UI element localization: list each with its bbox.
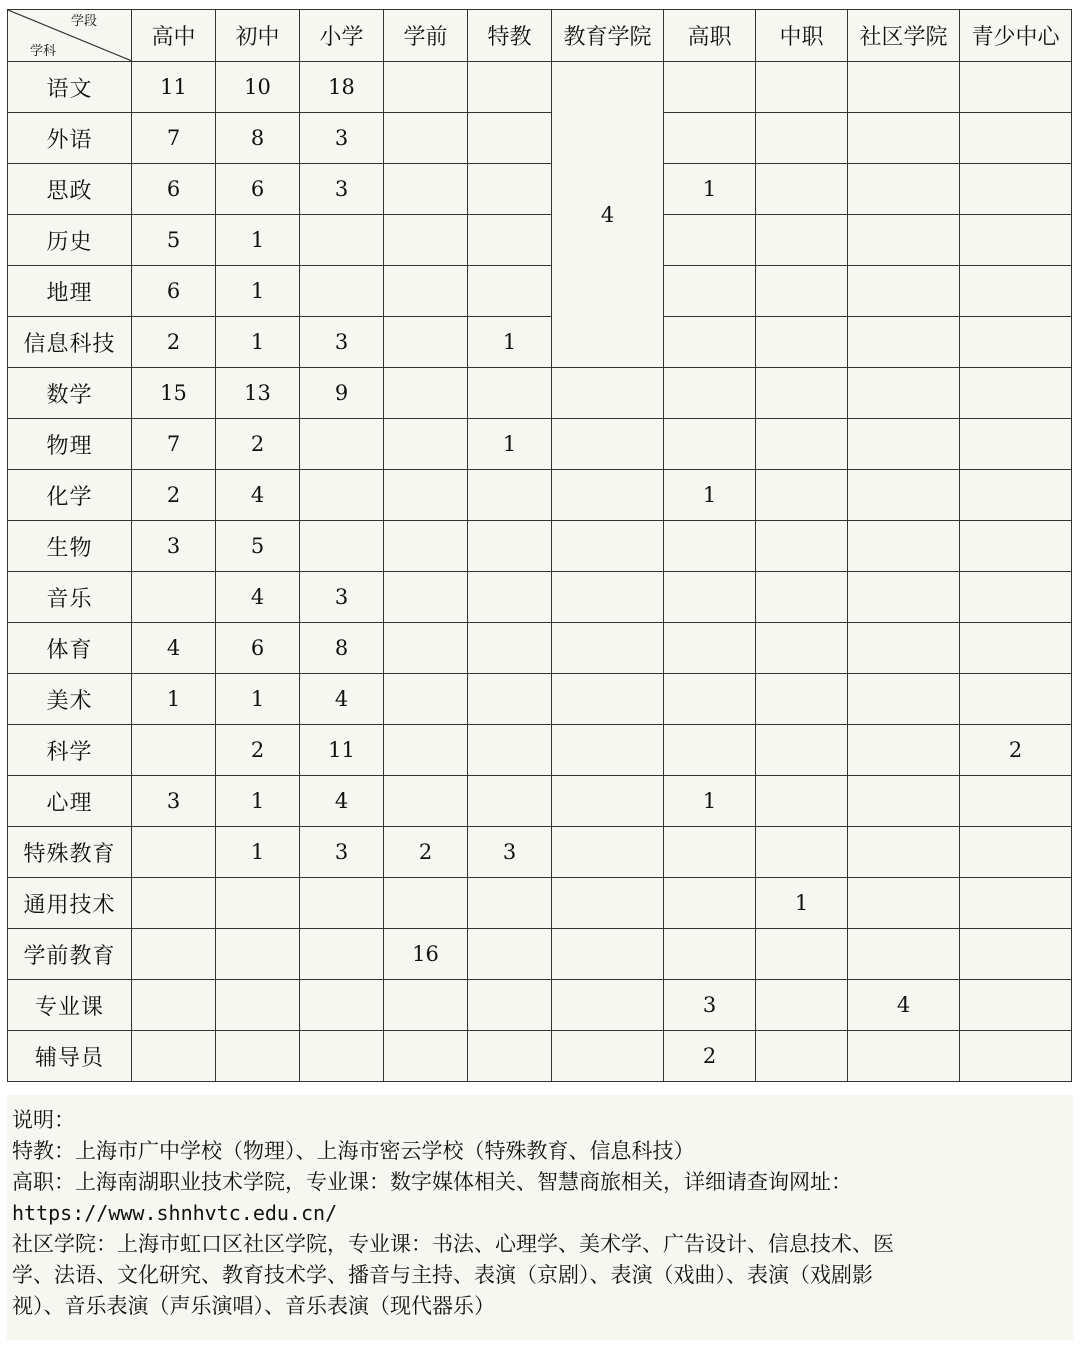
column-header: 特教: [468, 10, 552, 62]
value-cell: [384, 164, 468, 215]
subject-cell: 学前教育: [8, 929, 132, 980]
value-cell: [664, 419, 756, 470]
value-cell: 3: [132, 776, 216, 827]
value-cell: [664, 623, 756, 674]
value-cell: [300, 878, 384, 929]
value-cell: [384, 623, 468, 674]
value-cell: [552, 368, 664, 419]
value-cell: [756, 419, 848, 470]
value-cell: [664, 317, 756, 368]
value-cell: [848, 929, 960, 980]
value-cell: [552, 419, 664, 470]
value-cell: [960, 623, 1072, 674]
value-cell: [216, 980, 300, 1031]
column-header: 初中: [216, 10, 300, 62]
value-cell: [132, 1031, 216, 1082]
value-cell: 1: [216, 215, 300, 266]
table-row: [8, 674, 1072, 725]
value-cell: [216, 929, 300, 980]
corner-cell: [8, 10, 132, 62]
value-cell: 1: [756, 878, 848, 929]
value-cell: [664, 572, 756, 623]
value-cell: [848, 725, 960, 776]
notes-section: [7, 1095, 1073, 1340]
value-cell: 1: [216, 827, 300, 878]
subject-cell: 音乐: [8, 572, 132, 623]
value-cell: 4: [300, 674, 384, 725]
value-cell: 3: [664, 980, 756, 1031]
subject-cell: 科学: [8, 725, 132, 776]
value-cell: 1: [216, 317, 300, 368]
subject-cell: 语文: [8, 62, 132, 113]
value-cell: [756, 470, 848, 521]
value-cell: 8: [216, 113, 300, 164]
column-header: 青少中心: [960, 10, 1072, 62]
value-cell: [848, 266, 960, 317]
table-row: [8, 470, 1072, 521]
table-row: [8, 164, 1072, 215]
value-cell: [756, 674, 848, 725]
subject-cell: 专业课: [8, 980, 132, 1031]
value-cell: [960, 470, 1072, 521]
value-cell: 1: [216, 776, 300, 827]
column-header: 社区学院: [848, 10, 960, 62]
value-cell: [848, 1031, 960, 1082]
subject-cell: 物理: [8, 419, 132, 470]
subject-cell: 地理: [8, 266, 132, 317]
subject-cell: 数学: [8, 368, 132, 419]
value-cell: [960, 419, 1072, 470]
value-cell: [756, 113, 848, 164]
value-cell: [384, 980, 468, 1031]
value-cell: [960, 878, 1072, 929]
value-cell: [384, 368, 468, 419]
value-cell: 3: [300, 317, 384, 368]
value-cell: [552, 725, 664, 776]
value-cell: [468, 368, 552, 419]
value-cell: 1: [216, 266, 300, 317]
value-cell: [300, 521, 384, 572]
value-cell: 5: [132, 215, 216, 266]
table-row: [8, 1031, 1072, 1082]
value-cell: 7: [132, 419, 216, 470]
value-cell: [468, 674, 552, 725]
value-cell: [132, 827, 216, 878]
value-cell: [468, 164, 552, 215]
value-cell: [664, 368, 756, 419]
table-row: [8, 368, 1072, 419]
subject-cell: 特殊教育: [8, 827, 132, 878]
value-cell: 16: [384, 929, 468, 980]
value-cell: [756, 929, 848, 980]
value-cell: [960, 929, 1072, 980]
value-cell: 4: [132, 623, 216, 674]
value-cell: [848, 215, 960, 266]
value-cell: [664, 113, 756, 164]
value-cell: [960, 164, 1072, 215]
value-cell: [384, 215, 468, 266]
value-cell: [756, 623, 848, 674]
value-cell: [960, 827, 1072, 878]
table-row: [8, 776, 1072, 827]
value-cell: [384, 470, 468, 521]
value-cell: [384, 266, 468, 317]
value-cell: 3: [132, 521, 216, 572]
value-cell: [384, 725, 468, 776]
value-cell: 6: [216, 623, 300, 674]
value-cell: [132, 980, 216, 1031]
value-cell: 4: [216, 572, 300, 623]
column-header: 高中: [132, 10, 216, 62]
value-cell: [664, 266, 756, 317]
header-row: [8, 10, 1072, 62]
value-cell: [664, 725, 756, 776]
value-cell: [216, 1031, 300, 1082]
table-row: [8, 572, 1072, 623]
value-cell: 3: [300, 113, 384, 164]
table-row: [8, 980, 1072, 1031]
table-row: [8, 215, 1072, 266]
value-cell: [552, 878, 664, 929]
value-cell: [468, 215, 552, 266]
value-cell: 1: [468, 419, 552, 470]
value-cell: [664, 674, 756, 725]
value-cell: [552, 521, 664, 572]
value-cell: 2: [216, 419, 300, 470]
value-cell: [468, 776, 552, 827]
value-cell: [848, 623, 960, 674]
value-cell: 11: [300, 725, 384, 776]
value-cell: 1: [216, 674, 300, 725]
value-cell: [960, 674, 1072, 725]
value-cell: [552, 980, 664, 1031]
column-header: 中职: [756, 10, 848, 62]
value-cell: [848, 827, 960, 878]
value-cell: [552, 827, 664, 878]
table-row: [8, 62, 1072, 113]
value-cell: 2: [132, 317, 216, 368]
value-cell: 1: [664, 164, 756, 215]
value-cell: [664, 62, 756, 113]
value-cell: [664, 929, 756, 980]
value-cell: 3: [300, 164, 384, 215]
value-cell: 10: [216, 62, 300, 113]
value-cell: 6: [132, 164, 216, 215]
value-cell: [300, 980, 384, 1031]
value-cell: 2: [384, 827, 468, 878]
value-cell: [552, 470, 664, 521]
table-row: [8, 929, 1072, 980]
notes-line: 高职：上海南湖职业技术学院，专业课：数字媒体相关、智慧商旅相关，详细请查询网址：: [12, 1170, 852, 1194]
subject-cell: 历史: [8, 215, 132, 266]
column-header: 学前: [384, 10, 468, 62]
value-cell: 2: [664, 1031, 756, 1082]
table-row: [8, 623, 1072, 674]
subject-cell: 辅导员: [8, 1031, 132, 1082]
teacher-quota-table: [7, 9, 1072, 1082]
value-cell: [848, 521, 960, 572]
value-cell: [552, 776, 664, 827]
notes-title: 说明：: [12, 1108, 75, 1132]
value-cell: [384, 419, 468, 470]
value-cell: [552, 623, 664, 674]
value-cell: [756, 1031, 848, 1082]
value-cell: 2: [960, 725, 1072, 776]
value-cell: [468, 1031, 552, 1082]
value-cell: [756, 725, 848, 776]
value-cell: 2: [216, 725, 300, 776]
subject-cell: 通用技术: [8, 878, 132, 929]
value-cell: 2: [132, 470, 216, 521]
value-cell: [848, 164, 960, 215]
value-cell: [384, 62, 468, 113]
value-cell: [132, 929, 216, 980]
value-cell: [960, 776, 1072, 827]
value-cell: [960, 368, 1072, 419]
value-cell: [848, 419, 960, 470]
value-cell: [756, 62, 848, 113]
column-header: 教育学院: [552, 10, 664, 62]
value-cell: [960, 317, 1072, 368]
value-cell: [468, 62, 552, 113]
value-cell: [664, 215, 756, 266]
value-cell: [300, 266, 384, 317]
value-cell: [848, 368, 960, 419]
table-row: [8, 317, 1072, 368]
merged-education-cell: 4: [552, 62, 664, 368]
value-cell: [848, 62, 960, 113]
value-cell: 13: [216, 368, 300, 419]
value-cell: [300, 929, 384, 980]
value-cell: [960, 1031, 1072, 1082]
table-row: [8, 878, 1072, 929]
notes-line: 特教：上海市广中学校（物理）、上海市密云学校（特殊教育、信息科技）: [12, 1139, 695, 1163]
value-cell: [664, 521, 756, 572]
subject-cell: 体育: [8, 623, 132, 674]
value-cell: 11: [132, 62, 216, 113]
subject-cell: 外语: [8, 113, 132, 164]
value-cell: [848, 674, 960, 725]
value-cell: 18: [300, 62, 384, 113]
subject-cell: 生物: [8, 521, 132, 572]
value-cell: [664, 827, 756, 878]
value-cell: [468, 980, 552, 1031]
value-cell: [216, 878, 300, 929]
value-cell: [384, 878, 468, 929]
notes-line: 视）、音乐表演（声乐演唱）、音乐表演（现代器乐）: [12, 1294, 495, 1318]
value-cell: [848, 572, 960, 623]
value-cell: [384, 776, 468, 827]
value-cell: [848, 113, 960, 164]
value-cell: [300, 1031, 384, 1082]
value-cell: [756, 317, 848, 368]
table-row: [8, 725, 1072, 776]
value-cell: [468, 470, 552, 521]
value-cell: 4: [300, 776, 384, 827]
value-cell: [300, 470, 384, 521]
column-header: 高职: [664, 10, 756, 62]
value-cell: [468, 929, 552, 980]
value-cell: [960, 521, 1072, 572]
value-cell: [384, 1031, 468, 1082]
notes-line: 学、法语、文化研究、教育技术学、播音与主持、表演（京剧）、表演（戏曲）、表演（戏剧影: [12, 1263, 873, 1287]
table-row: [8, 113, 1072, 164]
value-cell: [848, 776, 960, 827]
value-cell: [848, 317, 960, 368]
value-cell: 1: [664, 776, 756, 827]
value-cell: [552, 572, 664, 623]
value-cell: 5: [216, 521, 300, 572]
table-row: [8, 419, 1072, 470]
subject-cell: 化学: [8, 470, 132, 521]
value-cell: [664, 878, 756, 929]
value-cell: [132, 572, 216, 623]
value-cell: [960, 980, 1072, 1031]
value-cell: [848, 878, 960, 929]
value-cell: 4: [848, 980, 960, 1031]
value-cell: [848, 470, 960, 521]
value-cell: [756, 827, 848, 878]
value-cell: [552, 1031, 664, 1082]
value-cell: [300, 215, 384, 266]
value-cell: 9: [300, 368, 384, 419]
value-cell: 1: [664, 470, 756, 521]
table-row: [8, 827, 1072, 878]
value-cell: [756, 215, 848, 266]
value-cell: [468, 623, 552, 674]
value-cell: [468, 878, 552, 929]
value-cell: [468, 113, 552, 164]
value-cell: [960, 572, 1072, 623]
value-cell: [960, 113, 1072, 164]
value-cell: [384, 521, 468, 572]
corner-label-subject: 学科: [30, 44, 57, 59]
value-cell: [468, 725, 552, 776]
table-row: [8, 521, 1072, 572]
value-cell: 15: [132, 368, 216, 419]
value-cell: 8: [300, 623, 384, 674]
value-cell: [552, 929, 664, 980]
notes-line: https://www.shnhvtc.edu.cn/: [12, 1201, 338, 1225]
notes-line: 社区学院：上海市虹口区社区学院，专业课：书法、心理学、美术学、广告设计、信息技术、医: [12, 1232, 894, 1256]
value-cell: 4: [216, 470, 300, 521]
value-cell: [960, 62, 1072, 113]
value-cell: 1: [468, 317, 552, 368]
value-cell: [756, 368, 848, 419]
value-cell: [384, 317, 468, 368]
value-cell: [384, 674, 468, 725]
value-cell: [960, 215, 1072, 266]
corner-label-stage: 学段: [70, 14, 97, 29]
value-cell: [960, 266, 1072, 317]
value-cell: [468, 266, 552, 317]
value-cell: 1: [132, 674, 216, 725]
column-header: 小学: [300, 10, 384, 62]
value-cell: 3: [468, 827, 552, 878]
value-cell: [132, 878, 216, 929]
value-cell: [756, 572, 848, 623]
value-cell: [552, 674, 664, 725]
value-cell: [384, 572, 468, 623]
subject-cell: 信息科技: [8, 317, 132, 368]
value-cell: 7: [132, 113, 216, 164]
value-cell: [468, 521, 552, 572]
value-cell: [468, 572, 552, 623]
value-cell: [756, 266, 848, 317]
subject-cell: 美术: [8, 674, 132, 725]
subject-cell: 心理: [8, 776, 132, 827]
value-cell: 3: [300, 827, 384, 878]
value-cell: [300, 419, 384, 470]
value-cell: [384, 113, 468, 164]
table-row: [8, 266, 1072, 317]
value-cell: [132, 725, 216, 776]
value-cell: [756, 521, 848, 572]
subject-cell: 思政: [8, 164, 132, 215]
value-cell: [756, 776, 848, 827]
value-cell: 6: [132, 266, 216, 317]
value-cell: [756, 980, 848, 1031]
value-cell: [756, 164, 848, 215]
value-cell: 3: [300, 572, 384, 623]
value-cell: 6: [216, 164, 300, 215]
